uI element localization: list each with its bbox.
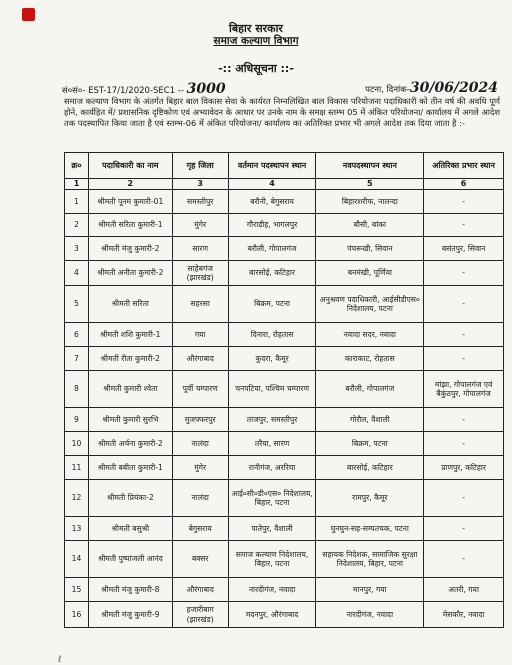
col-header: वर्तमान पदस्थापन स्थान — [228, 153, 316, 179]
table-cell: अनुश्रवण पदाधिकारी, आईसीडीएस० निदेशालय, पटना — [316, 286, 424, 323]
table-cell: काराकाट, रोहतास — [316, 347, 424, 371]
table-cell: नारदीगंज, नवादा — [228, 578, 316, 602]
table-cell: 15 — [65, 578, 89, 602]
table-cell: श्रीमती शशि कुमारी-1 — [88, 323, 172, 347]
table-cell: रामपुर, कैमूर — [316, 480, 424, 517]
table-row — [65, 456, 504, 480]
table-cell: 5 — [65, 286, 89, 323]
dept-heading: समाज कल्याण विभाग — [213, 35, 299, 47]
table-cell: बौसी, बांका — [316, 214, 424, 237]
table-cell: - — [424, 347, 504, 371]
table-cell: 1 — [65, 190, 89, 214]
table-row — [65, 190, 504, 214]
col-number: 2 — [88, 179, 172, 190]
table-row — [65, 261, 504, 286]
govt-heading: बिहार सरकार — [229, 22, 283, 35]
table-cell: श्रीमती अनीता कुमारी-2 — [88, 261, 172, 286]
col-header: गृह जिला — [172, 153, 228, 179]
table-cell: 14 — [65, 541, 89, 578]
table-cell: - — [424, 286, 504, 323]
table-cell: 16 — [65, 602, 89, 628]
table-cell: मदनपुर, औरंगाबाद — [228, 602, 316, 628]
table-cell: बक्सर — [172, 541, 228, 578]
col-number: 4 — [228, 179, 316, 190]
table-cell: चनपटिया, पश्चिम चम्पारण — [228, 371, 316, 408]
place-date-label: पटना, दिनांक- — [365, 85, 410, 95]
table-cell: 11 — [65, 456, 89, 480]
table-cell: रानीगंज, अररिया — [228, 456, 316, 480]
table-cell: श्रीमती मंजु कुमारी-8 — [88, 578, 172, 602]
col-header: पदाधिकारी का नाम — [88, 153, 172, 179]
table-cell: आई०सी०डी०एस० निदेशालय, बिहार, पटना — [228, 480, 316, 517]
table-row — [65, 578, 504, 602]
table-row — [65, 517, 504, 541]
table-cell: 3 — [65, 237, 89, 261]
table-cell: - — [424, 480, 504, 517]
table-cell: श्रीमती बबीता कुमारी-1 — [88, 456, 172, 480]
table-cell: बिहारशरीफ, नालन्दा — [316, 190, 424, 214]
table-cell: 13 — [65, 517, 89, 541]
table-cell: नारदीगंज, नवादा — [316, 602, 424, 628]
table-cell: 2 — [65, 214, 89, 237]
table-cell: हजारीबाग (झारखंड) — [172, 602, 228, 628]
table-row — [65, 602, 504, 628]
handwritten-number: 3000 — [186, 81, 226, 97]
table-cell: प्राणपुर, कटिहार — [424, 456, 504, 480]
table-cell: मानपुर, गया — [316, 578, 424, 602]
table-cell: औरंगाबाद — [172, 347, 228, 371]
table-cell: बनमंखी, पूर्णिया — [316, 261, 424, 286]
col-number: 6 — [424, 179, 504, 190]
table-cell: बरौली, गोपालगंज — [228, 237, 316, 261]
table-cell: कुदरा, कैमूर — [228, 347, 316, 371]
col-number: 3 — [172, 179, 228, 190]
table-cell: 9 — [65, 408, 89, 432]
table-cell: पातेपुर, वैशाली — [228, 517, 316, 541]
table-cell: श्रीमती कुमारी सुरभि — [88, 408, 172, 432]
table-cell: श्रीमती प्रियंका-2 — [88, 480, 172, 517]
table-cell: गौराडीह, भागलपुर — [228, 214, 316, 237]
col-header: नवपदस्थापन स्थान — [316, 153, 424, 179]
table-cell: - — [424, 408, 504, 432]
table-cell: मुंगेर — [172, 456, 228, 480]
table-cell: - — [424, 517, 504, 541]
col-number: 5 — [316, 179, 424, 190]
handwritten-date: 30/06/2024 — [409, 80, 498, 96]
table-cell: मेसकौर, नवादा — [424, 602, 504, 628]
table-cell: बिक्रम, पटना — [228, 286, 316, 323]
table-cell: पंचरूखी, सिवान — [316, 237, 424, 261]
table-cell: औरंगाबाद — [172, 578, 228, 602]
table-cell: बरौनी, बेगुसराय — [228, 190, 316, 214]
table-cell: 7 — [65, 347, 89, 371]
table-cell: बरौली, गोपालगंज — [316, 371, 424, 408]
table-row — [65, 237, 504, 261]
table-header-row — [65, 153, 504, 179]
table-cell: तरैया, सारण — [228, 432, 316, 456]
table-cell: मुजफ्फरपुर — [172, 408, 228, 432]
table-row — [65, 347, 504, 371]
table-cell: 8 — [65, 371, 89, 408]
table-cell: सहायक निदेशक, सामाजिक सुरक्षा निदेशालय, बिहार, पटना — [316, 541, 424, 578]
table-cell: - — [424, 541, 504, 578]
table-cell: घुनघुन-सह-सम्पतचक, पटना — [316, 517, 424, 541]
column-number-row — [65, 179, 504, 190]
table-cell: 12 — [65, 480, 89, 517]
table-row — [65, 214, 504, 237]
date-line — [365, 80, 498, 96]
col-header: क्र० — [65, 153, 89, 179]
table-cell: श्रीमती अर्चना कुमारी-2 — [88, 432, 172, 456]
table-row — [65, 371, 504, 408]
reference-label: सं०सं०- EST-17/1/2020-SEC1 -- — [62, 86, 184, 96]
table-cell: श्रीमती पूनम कुमारी-01 — [88, 190, 172, 214]
posting-table — [64, 152, 504, 628]
notification-title: -:: अधिसूचना ::- — [218, 62, 294, 75]
table-cell: मांझा, गोपालगंज एवं बैकुंठपुर, गोपालगंज — [424, 371, 504, 408]
table-cell: बिक्रम, पटना — [316, 432, 424, 456]
table-cell: 10 — [65, 432, 89, 456]
reference-number — [62, 81, 226, 97]
col-number: 1 — [65, 179, 89, 190]
table-cell: गया — [172, 323, 228, 347]
table-cell: श्रीमती पुष्पांजली आनंद — [88, 541, 172, 578]
red-seal-mark — [22, 8, 35, 21]
table-cell: नालंदा — [172, 480, 228, 517]
table-row — [65, 480, 504, 517]
table-cell: दिनारा, रोहतास — [228, 323, 316, 347]
table-row — [65, 286, 504, 323]
footer-mark: ℓ — [58, 655, 62, 665]
table-cell: - — [424, 214, 504, 237]
table-cell: श्रीमती मंजु कुमारी-9 — [88, 602, 172, 628]
col-header: अतिरिक्त प्रभार स्थान — [424, 153, 504, 179]
table-cell: बेगुसराय — [172, 517, 228, 541]
table-row — [65, 408, 504, 432]
table-cell: साहेबगंज (झारखंड) — [172, 261, 228, 286]
table-row — [65, 323, 504, 347]
notification-body: समाज कल्याण विभाग के अंतर्गत बिहार बाल विकास सेवा के कार्यरत निम्नलिखित बाल विकास परियोजना पदाधिकारी को तीन वर्ष की अवधि पूर्ण होने, कार्यहित में/ प्रशासनिक दृष्टिकोण एवं अभ्यावेदन के आधार पर उनके नाम के समक्ष स्तम्भ 05 में अंकित परियोजना/ कार्यालय में अगले आदेश तक पदस्थापित किया जाता है एवं स्तम्भ-06 में अंकित परियोजना/ कार्यालय का अतिरिक्त प्रभार भी अगले आदेश तक दिया जाता है :- — [64, 96, 500, 128]
table-cell: नवादा सदर, नवादा — [316, 323, 424, 347]
table-cell: सहरसा — [172, 286, 228, 323]
table-cell: श्रीमती रीता कुमारी-2 — [88, 347, 172, 371]
table-cell: समाज कल्याण निदेशालय, बिहार, पटना — [228, 541, 316, 578]
table-cell: मुंगेर — [172, 214, 228, 237]
table-cell: अतरी, गया — [424, 578, 504, 602]
table-cell: श्रीमती बसुश्री — [88, 517, 172, 541]
table-cell: बारसोई, कटिहार — [316, 456, 424, 480]
table-cell: 6 — [65, 323, 89, 347]
table-cell: बारसोई, कटिहार — [228, 261, 316, 286]
table-cell: - — [424, 261, 504, 286]
table-row — [65, 432, 504, 456]
table-row — [65, 541, 504, 578]
table-cell: नालंदा — [172, 432, 228, 456]
table-cell: ताजपुर, समस्तीपुर — [228, 408, 316, 432]
table-cell: श्रीमती मंजु कुमारी-2 — [88, 237, 172, 261]
table-cell: - — [424, 190, 504, 214]
table-cell: 4 — [65, 261, 89, 286]
table-cell: गोरौल, वैशाली — [316, 408, 424, 432]
table-cell: श्रीमती सरिता — [88, 286, 172, 323]
table-cell: समस्तीपुर — [172, 190, 228, 214]
table-cell: - — [424, 432, 504, 456]
table-cell: पूर्वी चम्पारण — [172, 371, 228, 408]
table-cell: श्रीमती सरिता कुमारी-1 — [88, 214, 172, 237]
table-cell: श्रीमती कुमारी श्वेता — [88, 371, 172, 408]
table-cell: बसंतपुर, सिवान — [424, 237, 504, 261]
table-cell: - — [424, 323, 504, 347]
table-cell: सारण — [172, 237, 228, 261]
